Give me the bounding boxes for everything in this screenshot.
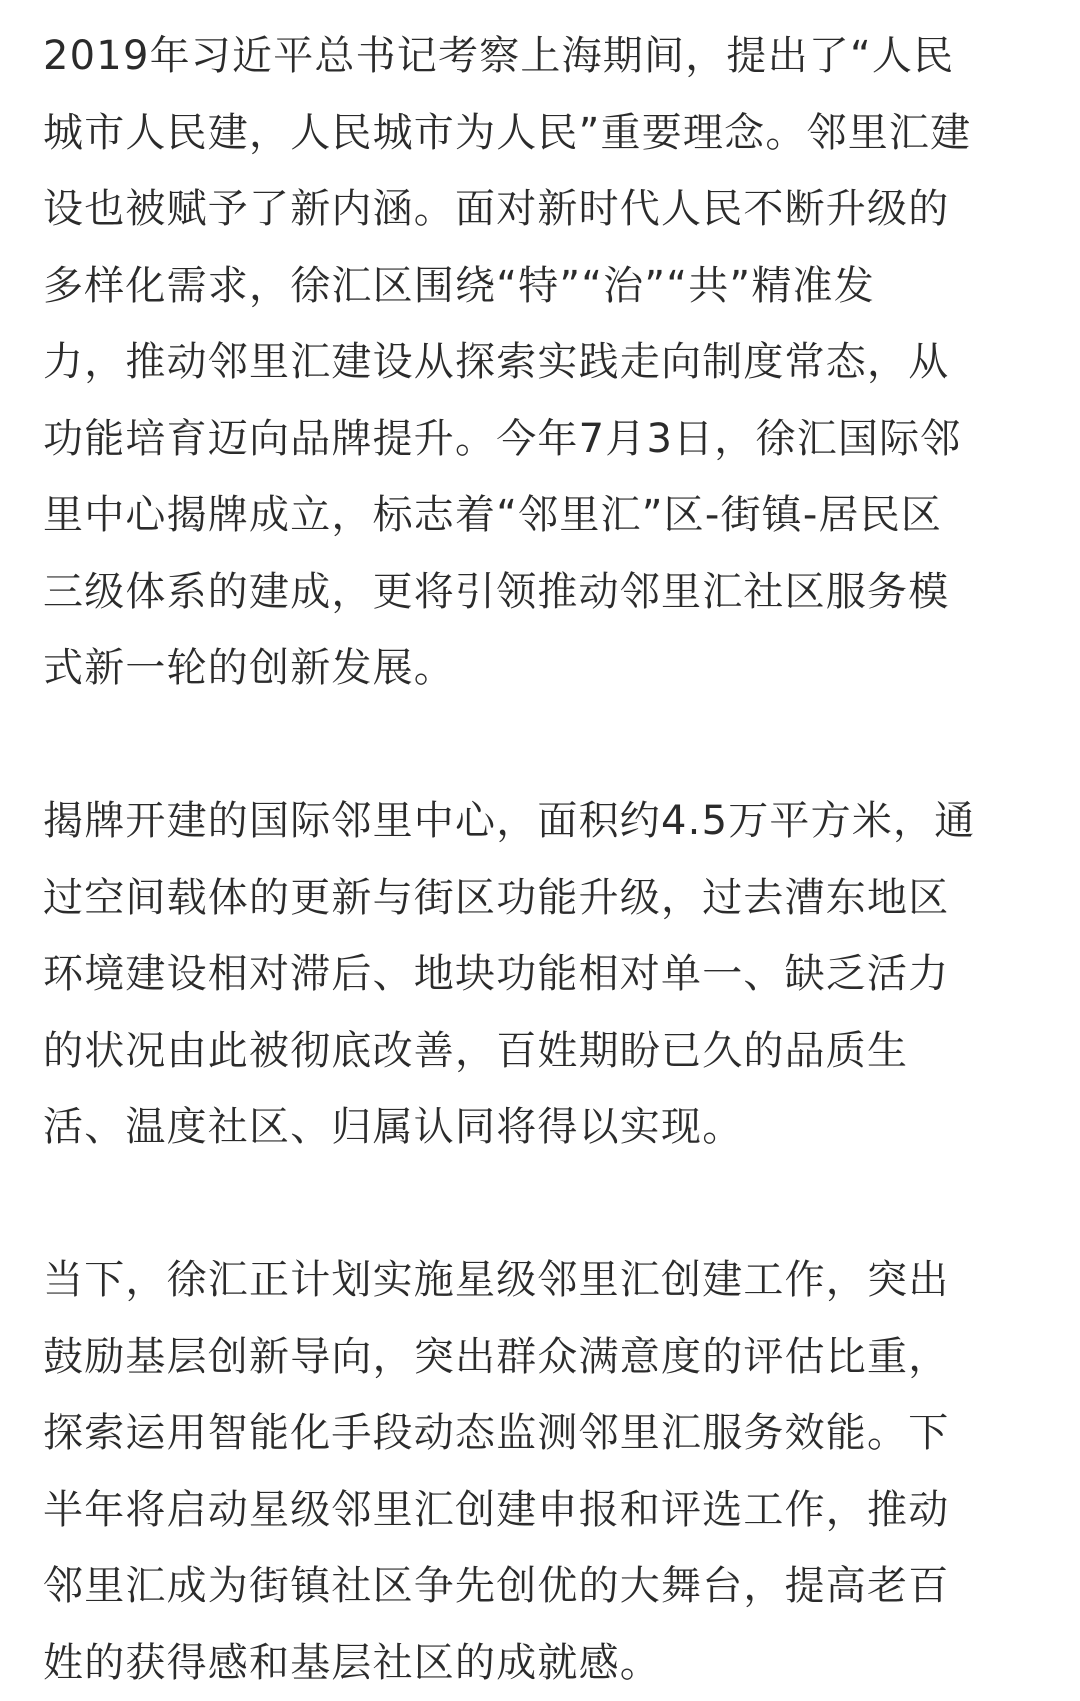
paragraph-line: 探索运用智能化手段动态监测邻里汇服务效能。下 — [43, 1395, 1043, 1472]
paragraph-line: 式新一轮的创新发展。 — [43, 630, 1043, 707]
paragraph-line: 三级体系的建成，更将引领推动邻里汇社区服务模 — [43, 554, 1043, 631]
paragraph-line: 功能培育迈向品牌提升。今年7月3日，徐汇国际邻 — [43, 401, 1043, 478]
paragraph-2 — [43, 783, 1043, 1166]
paragraph-line: 2019年习近平总书记考察上海期间，提出了“人民 — [43, 18, 1043, 95]
paragraph-line: 邻里汇成为街镇社区争先创优的大舞台，提高老百 — [43, 1548, 1043, 1625]
paragraph-line: 城市人民建，人民城市为人民”重要理念。邻里汇建 — [43, 95, 1043, 172]
paragraph-line: 力，推动邻里汇建设从探索实践走向制度常态，从 — [43, 324, 1043, 401]
paragraph-line: 过空间载体的更新与街区功能升级，过去漕东地区 — [43, 860, 1043, 937]
paragraph-line: 里中心揭牌成立，标志着“邻里汇”区-街镇-居民区 — [43, 477, 1043, 554]
paragraph-line: 姓的获得感和基层社区的成就感。 — [43, 1625, 1043, 1701]
paragraph-line: 揭牌开建的国际邻里中心，面积约4.5万平方米，通 — [43, 783, 1043, 860]
paragraph-line: 的状况由此被彻底改善，百姓期盼已久的品质生 — [43, 1013, 1043, 1090]
article-body — [43, 18, 1043, 1701]
paragraph-spacer — [43, 707, 1043, 784]
paragraph-line: 鼓励基层创新导向，突出群众满意度的评估比重， — [43, 1319, 1043, 1396]
paragraph-line: 半年将启动星级邻里汇创建申报和评选工作，推动 — [43, 1472, 1043, 1549]
paragraph-line: 活、温度社区、归属认同将得以实现。 — [43, 1089, 1043, 1166]
paragraph-spacer — [43, 1166, 1043, 1243]
paragraph-line: 环境建设相对滞后、地块功能相对单一、缺乏活力 — [43, 936, 1043, 1013]
paragraph-line: 多样化需求，徐汇区围绕“特”“治”“共”精准发 — [43, 248, 1043, 325]
paragraph-1 — [43, 18, 1043, 707]
paragraph-line: 当下，徐汇正计划实施星级邻里汇创建工作，突出 — [43, 1242, 1043, 1319]
paragraph-3 — [43, 1242, 1043, 1701]
paragraph-line: 设也被赋予了新内涵。面对新时代人民不断升级的 — [43, 171, 1043, 248]
